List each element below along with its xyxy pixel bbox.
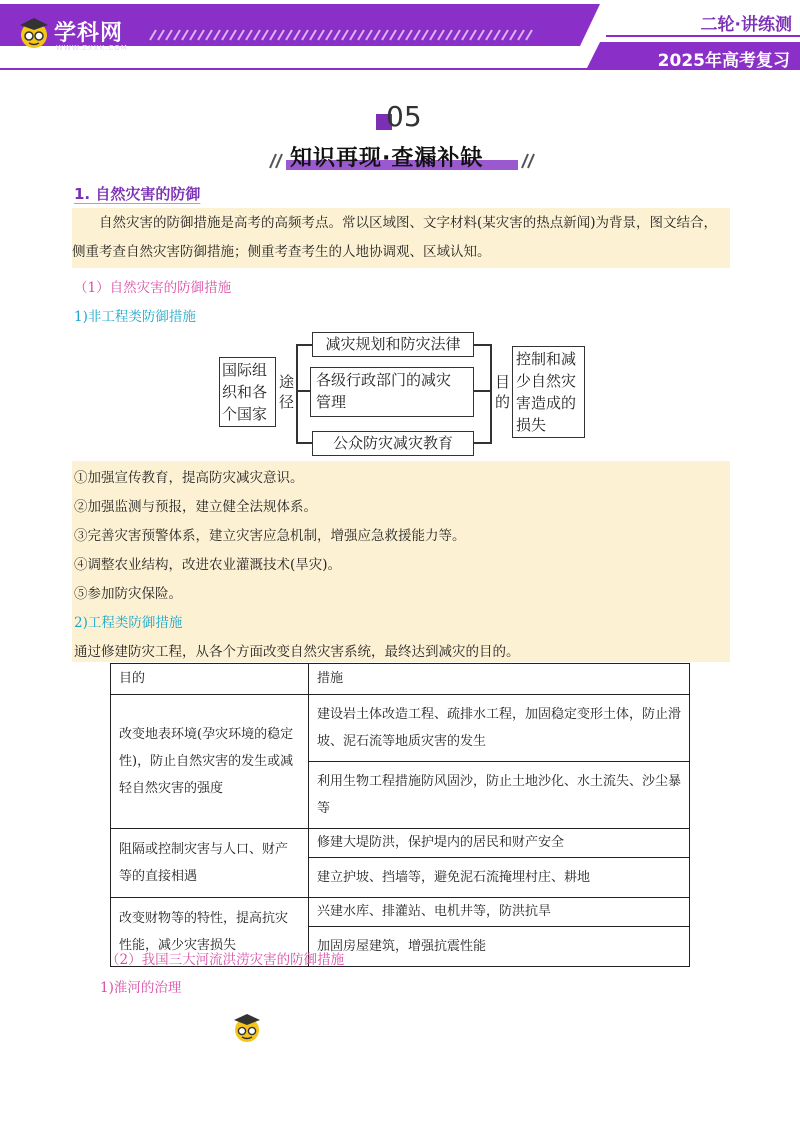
intro-line-1: 自然灾害的防御措施是高考的高频考点。常以区域图、文字材料(某灾害的热点新闻)为背景，图文结合，	[99, 215, 718, 231]
diagram-aim-label: 目 的	[495, 373, 511, 411]
intro-highlight	[72, 208, 730, 268]
diagram-goal-box: 控制和减 少自然灾 害造成的 损失	[512, 346, 585, 438]
table-header-row	[111, 664, 690, 695]
logo-mascot-icon	[16, 14, 52, 50]
measure-item: ②加强监测与预报，建立健全法规体系。	[74, 499, 317, 515]
table-cell-measure: 兴建水库、排灌站、电机井等，防洪抗旱	[309, 898, 690, 927]
table-cell-purpose: 阻隔或控制灾害与人口、财产等的直接相遇	[111, 829, 309, 898]
table-header-purpose: 目的	[111, 664, 309, 695]
table-header-measure: 措施	[309, 664, 690, 695]
subheading-engineering: 2)工程类防御措施	[74, 615, 183, 631]
measure-item: ③完善灾害预警体系，建立灾害应急机制，增强应急救援能力等。	[74, 528, 466, 544]
page-header	[0, 0, 800, 70]
intro-line-2: 侧重考查自然灾害防御措施；侧重考查考生的人地协调观、区域认知。	[72, 244, 491, 260]
diagram-actors-box: 国际组 织和各 个国家	[219, 357, 276, 427]
left-bracket-line	[296, 344, 298, 444]
table-cell-measure: 建设岩土体改造工程、疏排水工程，加固稳定变形土体，防止滑坡、泥石流等地质灾害的发生	[309, 695, 690, 762]
table-cell-purpose: 改变财物等的特性，提高抗灾性能，减少灾害损失	[111, 898, 309, 967]
table-cell-measure: 修建大堤防洪，保护堤内的居民和财产安全	[309, 829, 690, 858]
logo-name: 学科网	[54, 21, 124, 46]
measure-item: ⑤参加防灾保险。	[74, 586, 182, 602]
subheading-defense-measures: （1）自然灾害的防御措施	[74, 280, 232, 296]
subheading-non-engineering: 1)非工程类防御措施	[74, 309, 196, 325]
year-label: 2025年高考复习	[657, 51, 790, 71]
series-label: 二轮·讲练测	[700, 15, 792, 35]
diagram-plan-box: 减灾规划和防灾法律	[312, 332, 474, 357]
table-row	[111, 695, 690, 762]
diagram-way-label: 途 径	[279, 373, 295, 411]
logo-site: WWW.ZXXK.COM	[56, 44, 128, 52]
subheading-three-rivers: （2）我国三大河流洪涝灾害的防御措施	[106, 952, 345, 968]
diagram-admin-box: 各级行政部门的减灾 管理	[310, 367, 474, 417]
measure-item: ①加强宣传教育，提高防灾减灾意识。	[74, 470, 304, 486]
section-title: 知识再现·查漏补缺	[290, 146, 484, 171]
measure-item: ④调整农业结构，改进农业灌溉技术(旱灾)。	[74, 557, 342, 573]
engineering-measures-table	[110, 663, 690, 967]
section-number: 05	[386, 100, 422, 133]
right-bracket-line	[490, 344, 492, 444]
table-cell-measure: 建立护坡、挡墙等，避免泥石流掩埋村庄、耕地	[309, 858, 690, 898]
subheading-huai-river: 1)淮河的治理	[100, 980, 182, 996]
table-cell-measure: 利用生物工程措施防风固沙，防止土地沙化、水土流失、沙尘暴等	[309, 762, 690, 829]
table-cell-purpose: 改变地表环境(孕灾环境的稳定性)，防止自然灾害的发生或减轻自然灾害的强度	[111, 695, 309, 829]
table-row	[111, 898, 690, 927]
engineering-intro: 通过修建防灾工程，从各个方面改变自然灾害系统，最终达到减灾的目的。	[74, 644, 520, 660]
diagram-education-box: 公众防灾减灾教育	[312, 431, 474, 456]
table-cell-measure: 加固房屋建筑，增强抗震性能	[309, 927, 690, 967]
table-row	[111, 829, 690, 858]
footer-mascot-icon	[230, 1010, 264, 1044]
heading-natural-disaster-defense: 1. 自然灾害的防御	[74, 185, 201, 203]
